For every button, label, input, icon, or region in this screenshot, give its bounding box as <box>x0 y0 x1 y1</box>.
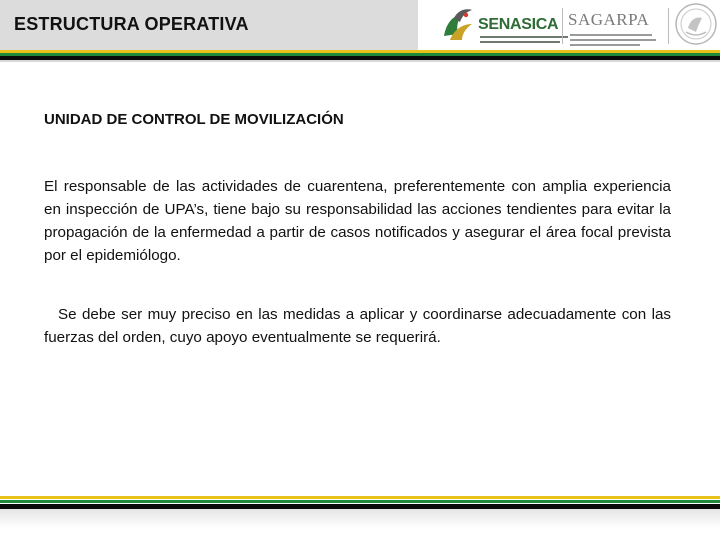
sagarpa-logo <box>568 6 668 46</box>
paragraph-2-text: Se debe ser muy preciso en las medidas a aplicar y coordinarse adecuadamente con las fuerzas del orden, cuyo apoyo eventualmente se requerirá. <box>44 306 671 346</box>
senasica-emblem-icon <box>440 6 476 44</box>
paragraph-2 <box>44 303 671 349</box>
header-bar <box>0 0 720 50</box>
senasica-subtext-line <box>480 36 568 38</box>
senasica-subtext-line <box>480 41 560 43</box>
logo-divider <box>562 8 563 44</box>
paragraph-1: El responsable de las actividades de cuarentena, preferentemente con amplia experiencia en inspección de UPA’s, tiene bajo su responsabilidad las acciones tendientes para evitar la propagación de la enfermedad a partir de casos notificados y asegurar el área focal prevista por el epidemiólogo. <box>44 178 671 264</box>
sagarpa-wordmark: SAGARPA <box>568 10 650 29</box>
senasica-wordmark: SENASICA <box>478 16 559 33</box>
logo-area <box>418 0 720 50</box>
title-box <box>0 0 418 50</box>
page-title: ESTRUCTURA OPERATIVA <box>14 14 249 34</box>
mexico-seal-icon <box>674 2 718 46</box>
sagarpa-subtext-line <box>570 34 652 36</box>
section-title: UNIDAD DE CONTROL DE MOVILIZACIÓN <box>44 111 344 128</box>
footer-stripe-green <box>0 500 720 503</box>
sagarpa-subtext-line <box>570 44 640 46</box>
footer-shadow <box>0 509 720 540</box>
senasica-logo <box>440 6 570 46</box>
footer-stripe-yellow <box>0 496 720 499</box>
sagarpa-subtext-line <box>570 39 656 41</box>
logo-divider <box>668 8 669 44</box>
header-shadow <box>0 60 720 62</box>
